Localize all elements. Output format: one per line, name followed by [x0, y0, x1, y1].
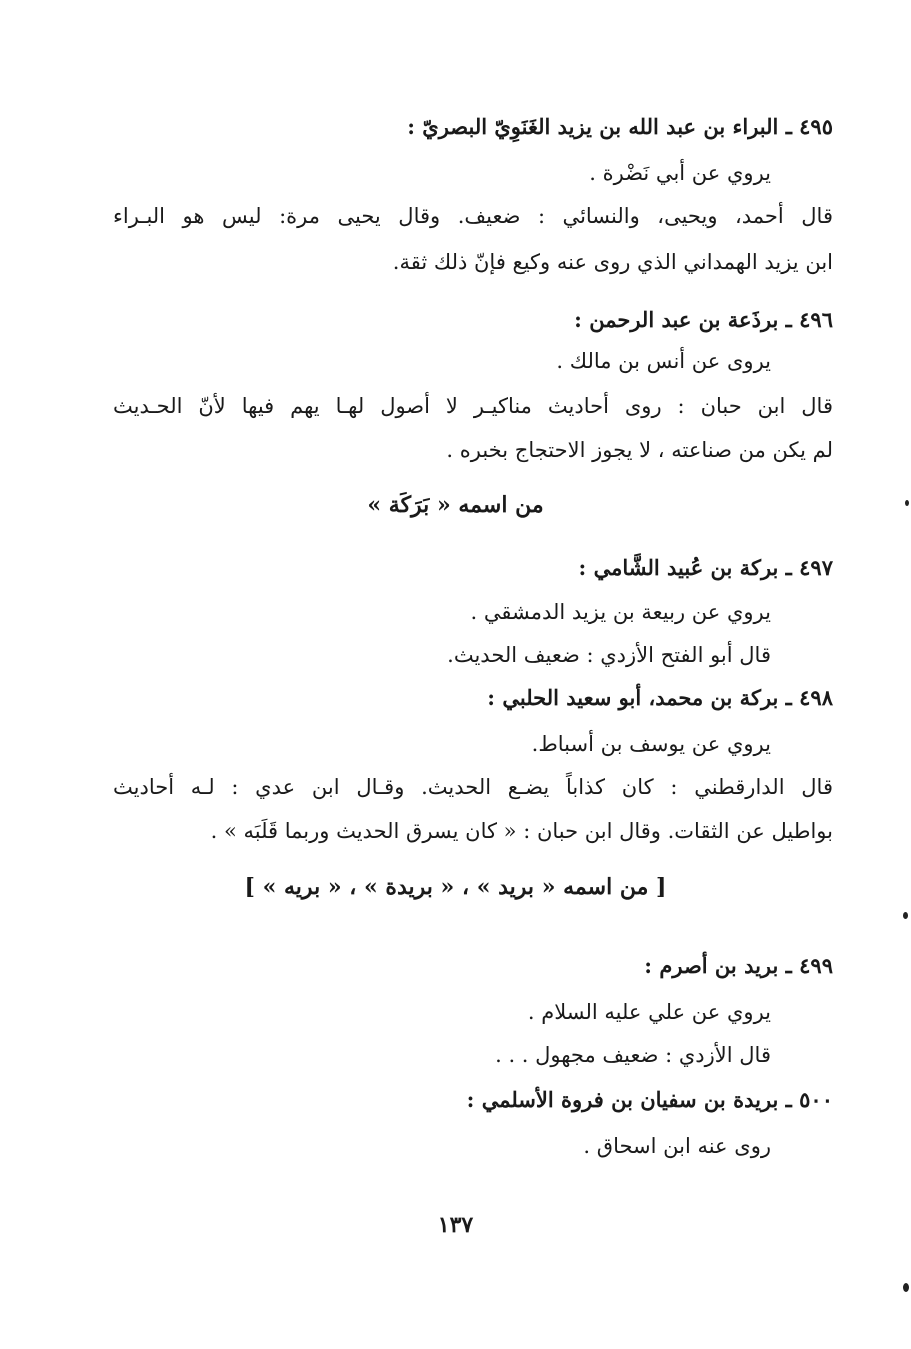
entry-496-line-3: لم يكن من صناعته ، لا يجوز الاحتجاج بخبره .	[446, 438, 833, 462]
scan-speck	[903, 1283, 909, 1292]
entry-495-line-1: يروي عن أبي نَضْرة .	[589, 161, 771, 185]
entry-500-line-1: روى عنه ابن اسحاق .	[583, 1134, 771, 1158]
entry-498-heading: ٤٩٨ ـ بركة بن محمد، أبو سعيد الحلبي :	[487, 685, 833, 710]
entry-495-line-3: ابن يزيد الهمداني الذي روى عنه وكيع فإنّ ذلك ثقة.	[392, 250, 833, 274]
entry-500-heading: ٥٠٠ ـ بريدة بن سفيان بن فروة الأسلمي :	[466, 1087, 833, 1112]
scan-speck	[903, 912, 908, 919]
entry-496-line-1: يروى عن أنس بن مالك .	[556, 349, 771, 373]
entry-497-line-2: قال أبو الفتح الأزدي : ضعيف الحديث.	[447, 643, 771, 667]
entry-496-line-2: قال ابن حبان : روى أحاديث مناكيـر لا أصول لهـا يهم فيها لأنّ الحـديث	[113, 394, 833, 418]
scan-speck	[905, 500, 909, 506]
entry-497-line-1: يروي عن ربيعة بن يزيد الدمشقي .	[470, 600, 771, 624]
entry-496-heading: ٤٩٦ ـ برذَعة بن عبد الرحمن :	[574, 307, 833, 332]
entry-499-line-1: يروي عن علي عليه السلام .	[527, 1000, 771, 1024]
section-heading-baraka: من اسمه « بَرَكَة »	[367, 492, 544, 518]
entry-498-line-1: يروي عن يوسف بن أسباط.	[531, 732, 771, 756]
entry-497-heading: ٤٩٧ ـ بركة بن عُبيد الشَّامي :	[578, 555, 833, 580]
entry-498-line-2: قال الدارقطني : كان كذاباً يضـع الحديث. وقـال ابن عدي : لـه أحاديث	[113, 775, 833, 799]
entry-499-heading: ٤٩٩ ـ بريد بن أصرم :	[644, 953, 833, 978]
page-number: ١٣٧	[437, 1212, 474, 1238]
entry-499-line-2: قال الأزدي : ضعيف مجهول . . .	[495, 1043, 771, 1067]
entry-498-line-3: بواطيل عن الثقات. وقال ابن حبان : « كان يسرق الحديث وربما قَلَبَه » .	[210, 819, 833, 843]
entry-495-heading: ٤٩٥ ـ البراء بن عبد الله بن يزيد الغَنَوِيّ البصريّ :	[407, 114, 833, 139]
section-heading-burayd: [ من اسمه « بريد » ، « بريدة » ، « بريه » ]	[244, 874, 667, 900]
entry-495-line-2: قال أحمد، ويحيى، والنسائي : ضعيف. وقال يحيى مرة: ليس هو البـراء	[113, 204, 833, 228]
